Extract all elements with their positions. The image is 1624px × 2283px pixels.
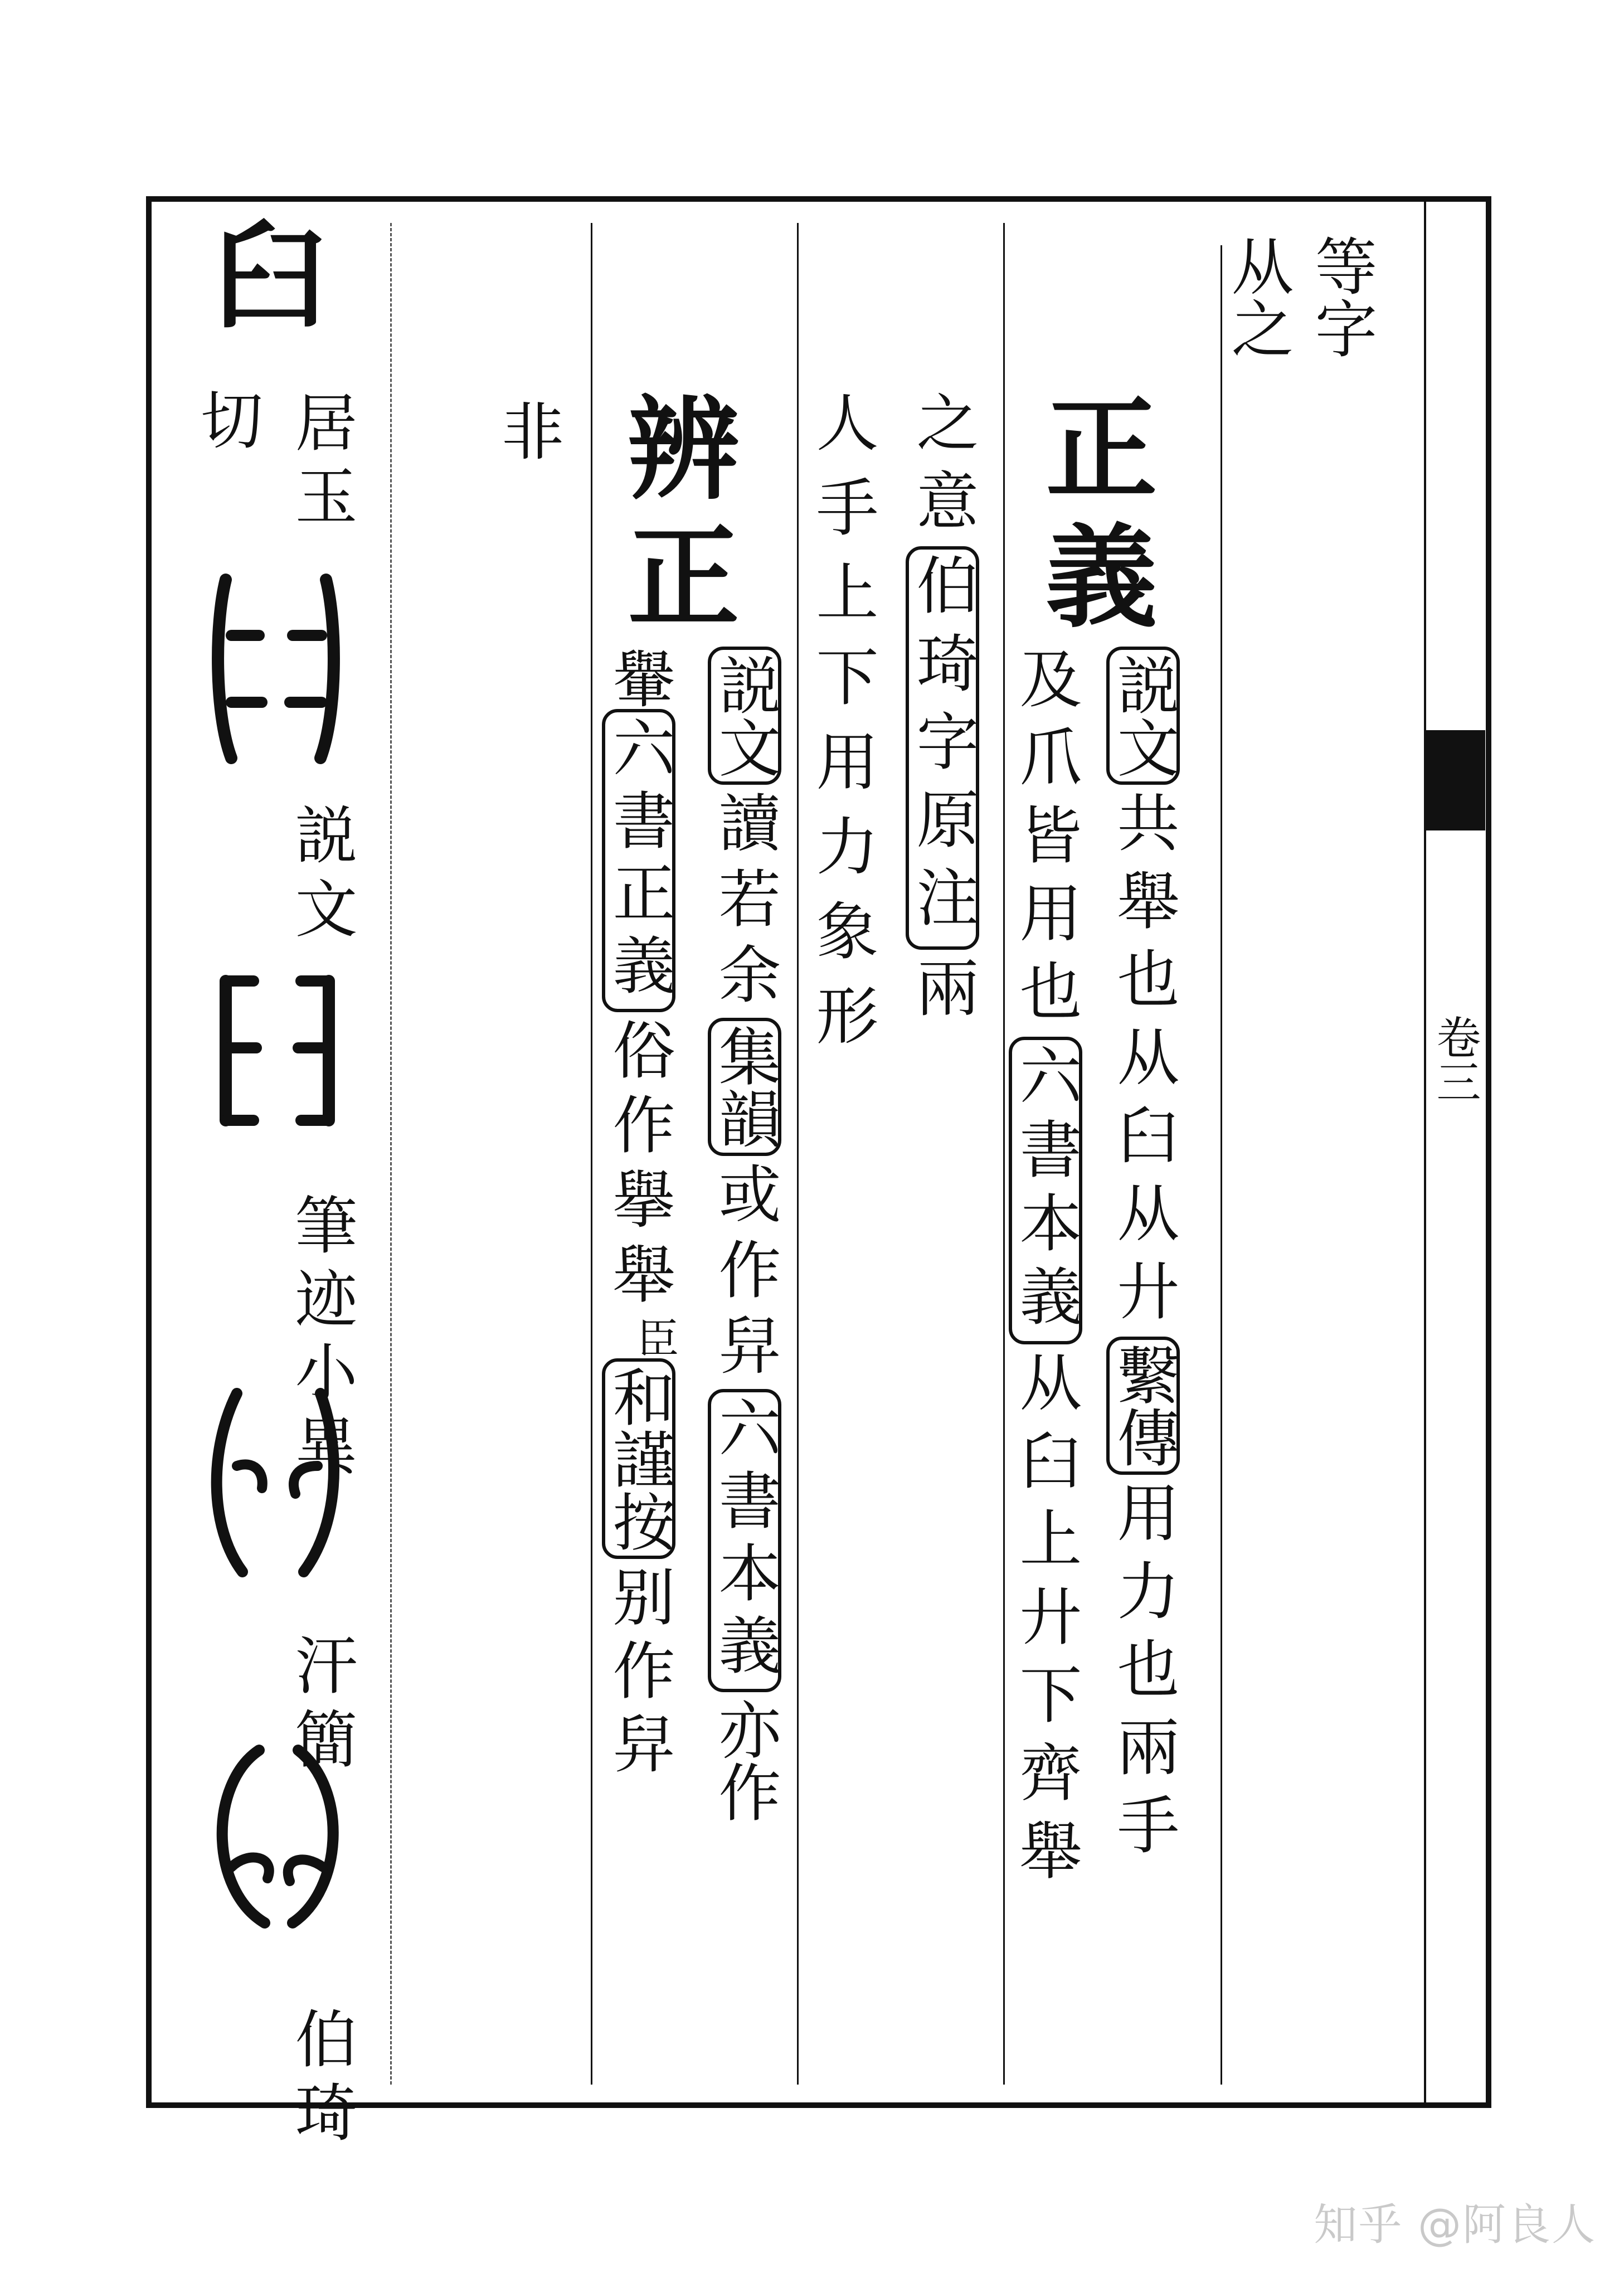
text-run: 及爪皆用也 <box>1009 647 1082 1037</box>
citation-box <box>708 647 781 785</box>
seal-label <box>285 803 357 950</box>
chapter-label <box>1429 1014 1481 1104</box>
citation-text: 伯琦字原注 <box>906 553 979 943</box>
text-run: 轝 <box>602 647 675 709</box>
citation-text: 六書本義 <box>708 1396 781 1685</box>
citation-text: 説文 <box>708 653 781 778</box>
text-run: 讀若余 <box>708 790 781 1018</box>
top-note-text: 从之 <box>1221 234 1294 359</box>
seal-label-text: 汗簡 <box>285 1633 357 1780</box>
section-title-2: 辨正 <box>609 390 740 647</box>
top-note-text: 等字 <box>1305 234 1377 359</box>
column-b <box>1009 647 1082 1896</box>
text-run: 臣 <box>630 1317 679 1358</box>
text-run: 用力也兩手 <box>1107 1480 1179 1871</box>
citation-box <box>1106 647 1180 785</box>
seal-label-text: 伯琦 <box>285 2007 357 2154</box>
top-note-left <box>1221 234 1294 359</box>
column-rule <box>591 223 592 2085</box>
column-d <box>806 390 878 1068</box>
seal-glyph-icon <box>192 1382 359 1589</box>
headword-reading-left <box>201 385 263 458</box>
citation-text: 集韻 <box>708 1024 781 1149</box>
column-e <box>708 647 781 1823</box>
text-run: 或作舁 <box>708 1162 781 1389</box>
column-rule <box>1221 245 1222 2085</box>
chapter-label-text: 卷三 <box>1429 1014 1481 1104</box>
seal-glyph-boqi <box>192 1739 359 1940</box>
seal-glyph-shuowen <box>192 569 359 775</box>
column-a <box>1106 647 1180 1871</box>
watermark: 知乎 @阿良人 <box>1314 2200 1596 2250</box>
seal-glyph-icon <box>192 569 359 775</box>
text-run: 从臼上廾下齊舉 <box>1009 1350 1082 1896</box>
seal-label-text: 筆迹小異 <box>285 1193 357 1487</box>
text-run: 亦作 <box>708 1698 781 1823</box>
citation-box <box>602 709 675 1012</box>
text-run: 非 <box>502 396 564 469</box>
seal-glyph-small-seal <box>192 959 359 1137</box>
text-run: 之意 <box>906 390 979 546</box>
section-zhengyi <box>1027 390 1158 647</box>
seal-glyph-icon <box>192 1739 359 1940</box>
text-run: 俗作擧舉 <box>602 1018 675 1317</box>
citation-box <box>906 546 979 950</box>
column-g <box>502 396 564 469</box>
reading-text: 居玉 <box>285 390 357 537</box>
seal-glyph-brush <box>192 1382 359 1589</box>
text-run: 兩 <box>906 955 979 1018</box>
column-rule <box>1003 223 1005 2085</box>
headword-reading-right <box>285 390 357 537</box>
text-run: 人手上下用力象形 <box>806 390 878 1068</box>
citation-text: 説文 <box>1107 653 1179 778</box>
citation-text: 和謹按 <box>602 1365 675 1552</box>
headword-char: 臼 <box>212 207 329 344</box>
reading-text: 切 <box>201 385 263 458</box>
top-note-right <box>1305 234 1377 359</box>
text-run: 别作舁 <box>602 1565 675 1785</box>
column-f <box>602 647 679 1785</box>
section-title: 正義 <box>1027 390 1158 647</box>
column-c <box>906 390 979 1018</box>
citation-box <box>1106 1337 1180 1475</box>
text-run: 共舉也从臼从廾 <box>1107 790 1179 1337</box>
seal-label <box>285 2007 357 2154</box>
spine-marker <box>1424 730 1485 830</box>
spine-line <box>1424 196 1426 2108</box>
column-rule <box>390 223 392 2085</box>
column-rule <box>797 223 799 2085</box>
seal-glyph-icon <box>192 959 359 1137</box>
citation-box <box>708 1018 781 1156</box>
section-bianzheng <box>609 390 740 647</box>
citation-text: 繫傳 <box>1107 1343 1179 1468</box>
citation-box <box>708 1389 781 1692</box>
headword <box>212 207 329 344</box>
citation-box <box>602 1358 675 1559</box>
seal-label-text: 説文 <box>285 803 357 950</box>
citation-text: 六書正義 <box>602 716 675 1006</box>
citation-box <box>1009 1037 1082 1344</box>
citation-text: 六書本義 <box>1009 1043 1082 1338</box>
